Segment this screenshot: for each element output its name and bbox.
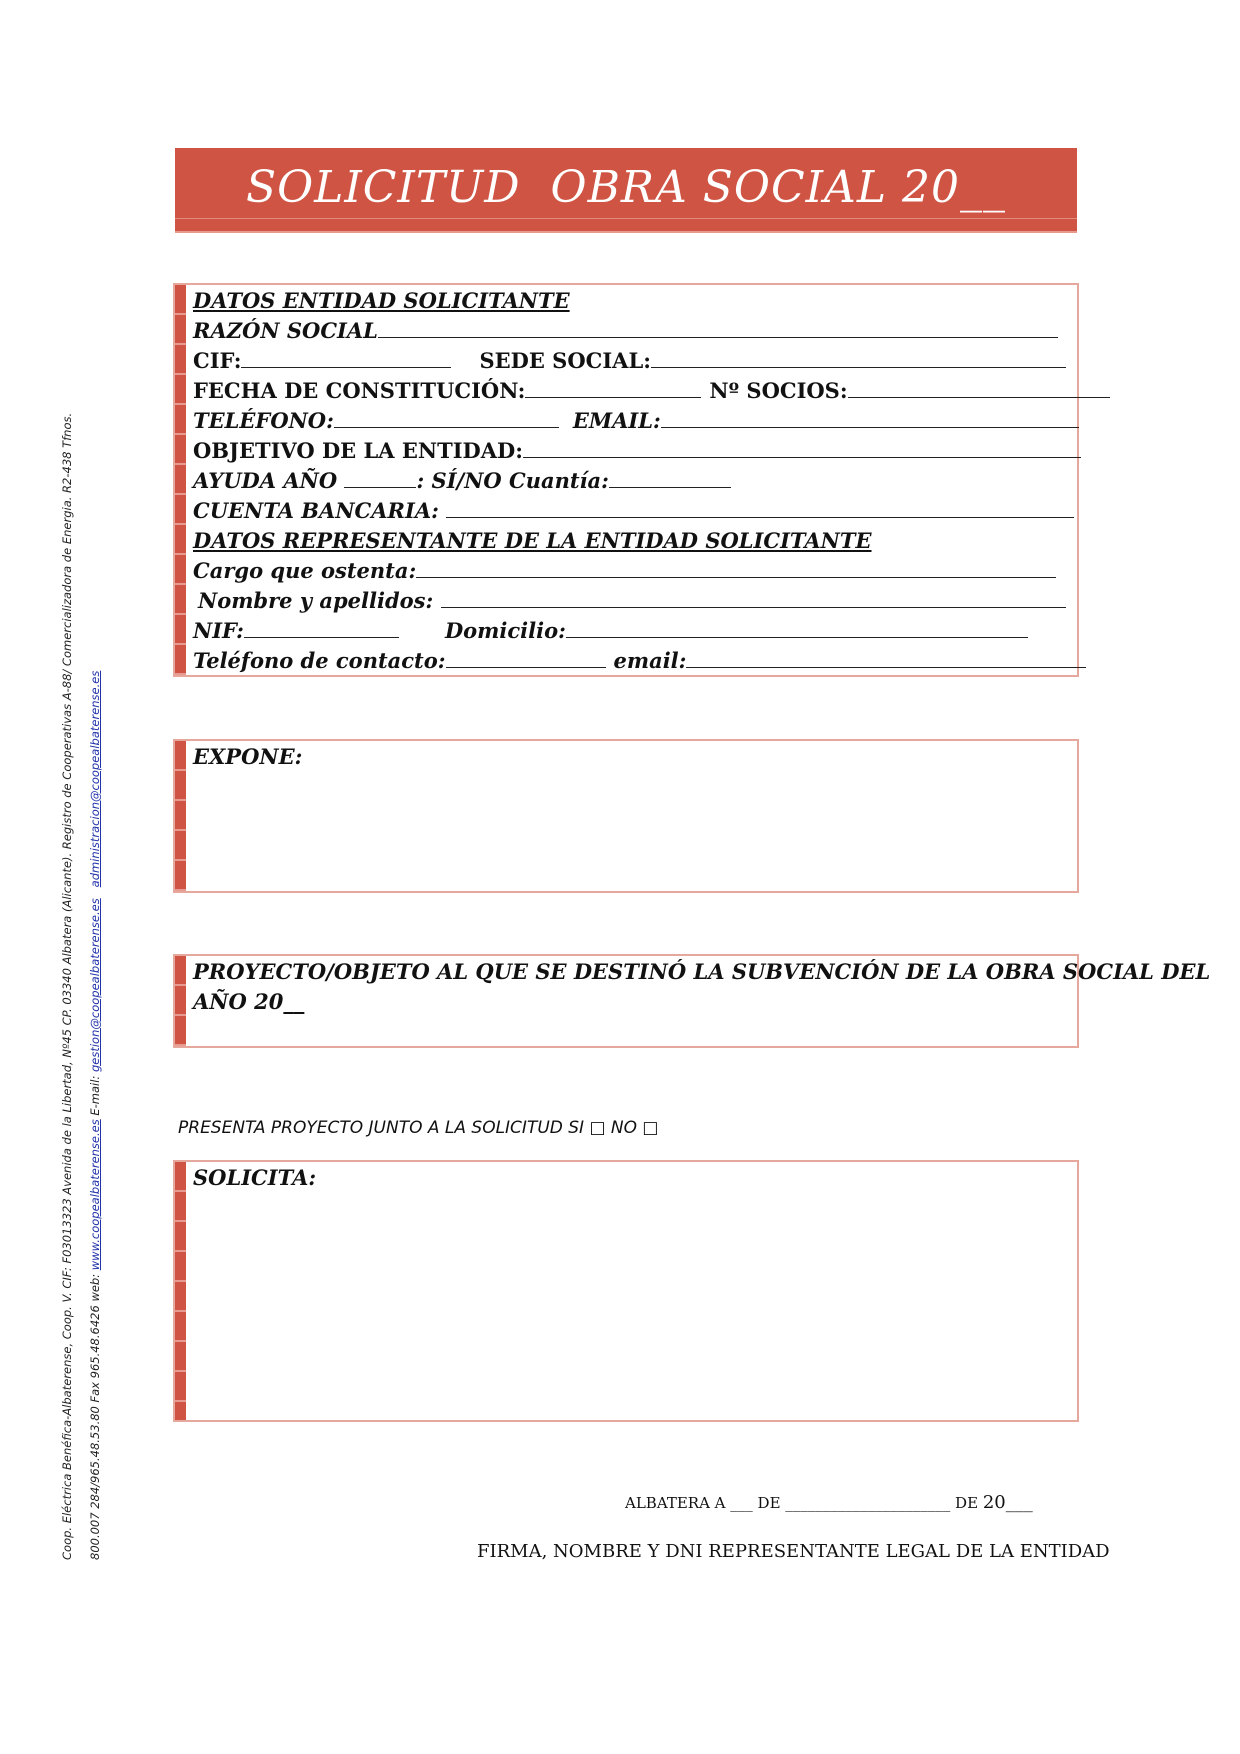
cargo-field[interactable] [416, 557, 1056, 578]
page-title: SOLICITUD OBRA SOCIAL 20__ [245, 162, 1007, 213]
telefono-contacto-field[interactable] [446, 647, 606, 668]
section-stripe [175, 741, 186, 891]
nif-row [193, 617, 1028, 645]
fecha-constitucion-label: FECHA DE CONSTITUCIÓN: [193, 378, 526, 403]
banner-divider [175, 218, 1077, 219]
expone-label: EXPONE: [193, 744, 303, 769]
sede-social-field[interactable] [651, 347, 1066, 368]
ayuda-ano-label: AYUDA AÑO [193, 468, 338, 493]
proyecto-section[interactable] [173, 954, 1211, 1048]
email-prefix-text: E-mail: [88, 1072, 102, 1120]
cif-label: CIF: [193, 348, 242, 373]
section-stripe [175, 1162, 186, 1420]
web-link[interactable]: www.coopealbaterense.es [88, 1119, 102, 1271]
cif-row [193, 347, 1066, 375]
telefono-contacto-row [193, 647, 1086, 675]
representante-heading: DATOS REPRESENTANTE DE LA ENTIDAD SOLICITANTE [193, 528, 872, 553]
expone-section[interactable] [173, 739, 1079, 893]
phone-fax-text: 800.007 284/965.48.53.80 Fax 965.48.6426 web: [88, 1270, 102, 1560]
num-socios-field[interactable] [848, 377, 1110, 398]
ayuda-row [193, 467, 731, 495]
cif-field[interactable] [241, 347, 451, 368]
telefono-field[interactable] [334, 407, 559, 428]
cargo-row [193, 557, 1056, 585]
cargo-label: Cargo que ostenta: [193, 558, 417, 583]
objetivo-label: OBJETIVO DE LA ENTIDAD: [193, 438, 523, 463]
entidad-section [173, 283, 1079, 677]
telefono-label: TELÉFONO: [193, 408, 334, 433]
solicita-label: SOLICITA: [193, 1165, 317, 1190]
email-label: EMAIL: [572, 408, 661, 433]
nombre-label: Nombre y apellidos: [198, 588, 434, 613]
fecha-constitucion-field[interactable] [525, 377, 701, 398]
date-line [625, 1492, 1033, 1513]
cuantia-field[interactable] [609, 467, 731, 488]
section-stripe [175, 285, 186, 675]
domicilio-label: Domicilio: [444, 618, 566, 643]
fecha-constitucion-row [193, 377, 1110, 405]
company-info-line-2 [88, 671, 102, 1560]
razon-social-field[interactable] [378, 317, 1058, 338]
title-banner [175, 148, 1077, 233]
telefono-contacto-label: Teléfono de contacto: [193, 648, 446, 673]
objetivo-row [193, 437, 1081, 465]
num-socios-label: Nº SOCIOS: [709, 378, 848, 403]
nombre-row [193, 587, 1066, 615]
signature-label: FIRMA, NOMBRE Y DNI REPRESENTANTE LEGAL DE LA ENTIDAD [477, 1541, 1110, 1562]
cuenta-bancaria-field[interactable] [446, 497, 1074, 518]
email-field[interactable] [661, 407, 1079, 428]
razon-social-row [193, 317, 1058, 345]
company-info-line-1: Coop. Eléctrica Benéfica-Albaterense, Coop. V. CIF: F03013323 Avenida de la Libertad, Nº45 CP. 03340 Albatera (Alicante). Registro de Cooperativas A-88/ Comercializadora de Energia. R2-438 Tfnos. [60, 412, 74, 1560]
date-prefix: ALBATERA A ___ DE ______________________ DE [625, 1494, 979, 1512]
si-no-cuantia-label: : SÍ/NO Cuantía: [416, 468, 609, 493]
telefono-row [193, 407, 1079, 435]
objetivo-field[interactable] [523, 437, 1081, 458]
entidad-heading: DATOS ENTIDAD SOLICITANTE [193, 288, 570, 313]
administracion-email-link[interactable]: administracion@coopealbaterense.es [88, 670, 102, 888]
email-contacto-field[interactable] [686, 647, 1086, 668]
section-stripe [175, 956, 186, 1046]
presenta-proyecto-text: PRESENTA PROYECTO JUNTO A LA SOLICITUD SI □ NO □ [178, 1118, 659, 1138]
razon-social-label: RAZÓN SOCIAL [193, 318, 378, 343]
date-year: 20___ [982, 1492, 1033, 1513]
ayuda-ano-field[interactable] [344, 467, 416, 488]
domicilio-field[interactable] [566, 617, 1028, 638]
email-contacto-label: email: [613, 648, 687, 673]
cuenta-bancaria-label: CUENTA BANCARIA: [193, 498, 439, 523]
solicita-section[interactable] [173, 1160, 1079, 1422]
cuenta-bancaria-row [193, 497, 1074, 525]
gestion-email-link[interactable]: gestion@coopealbaterense.es [88, 898, 102, 1073]
sede-social-label: SEDE SOCIAL: [479, 348, 651, 373]
proyecto-line-1: PROYECTO/OBJETO AL QUE SE DESTINÓ LA SUBVENCIÓN DE LA OBRA SOCIAL DEL [193, 959, 1211, 984]
nif-field[interactable] [244, 617, 399, 638]
nombre-field[interactable] [441, 587, 1066, 608]
nif-label: NIF: [193, 618, 244, 643]
proyecto-line-2: AÑO 20__ [193, 989, 305, 1014]
